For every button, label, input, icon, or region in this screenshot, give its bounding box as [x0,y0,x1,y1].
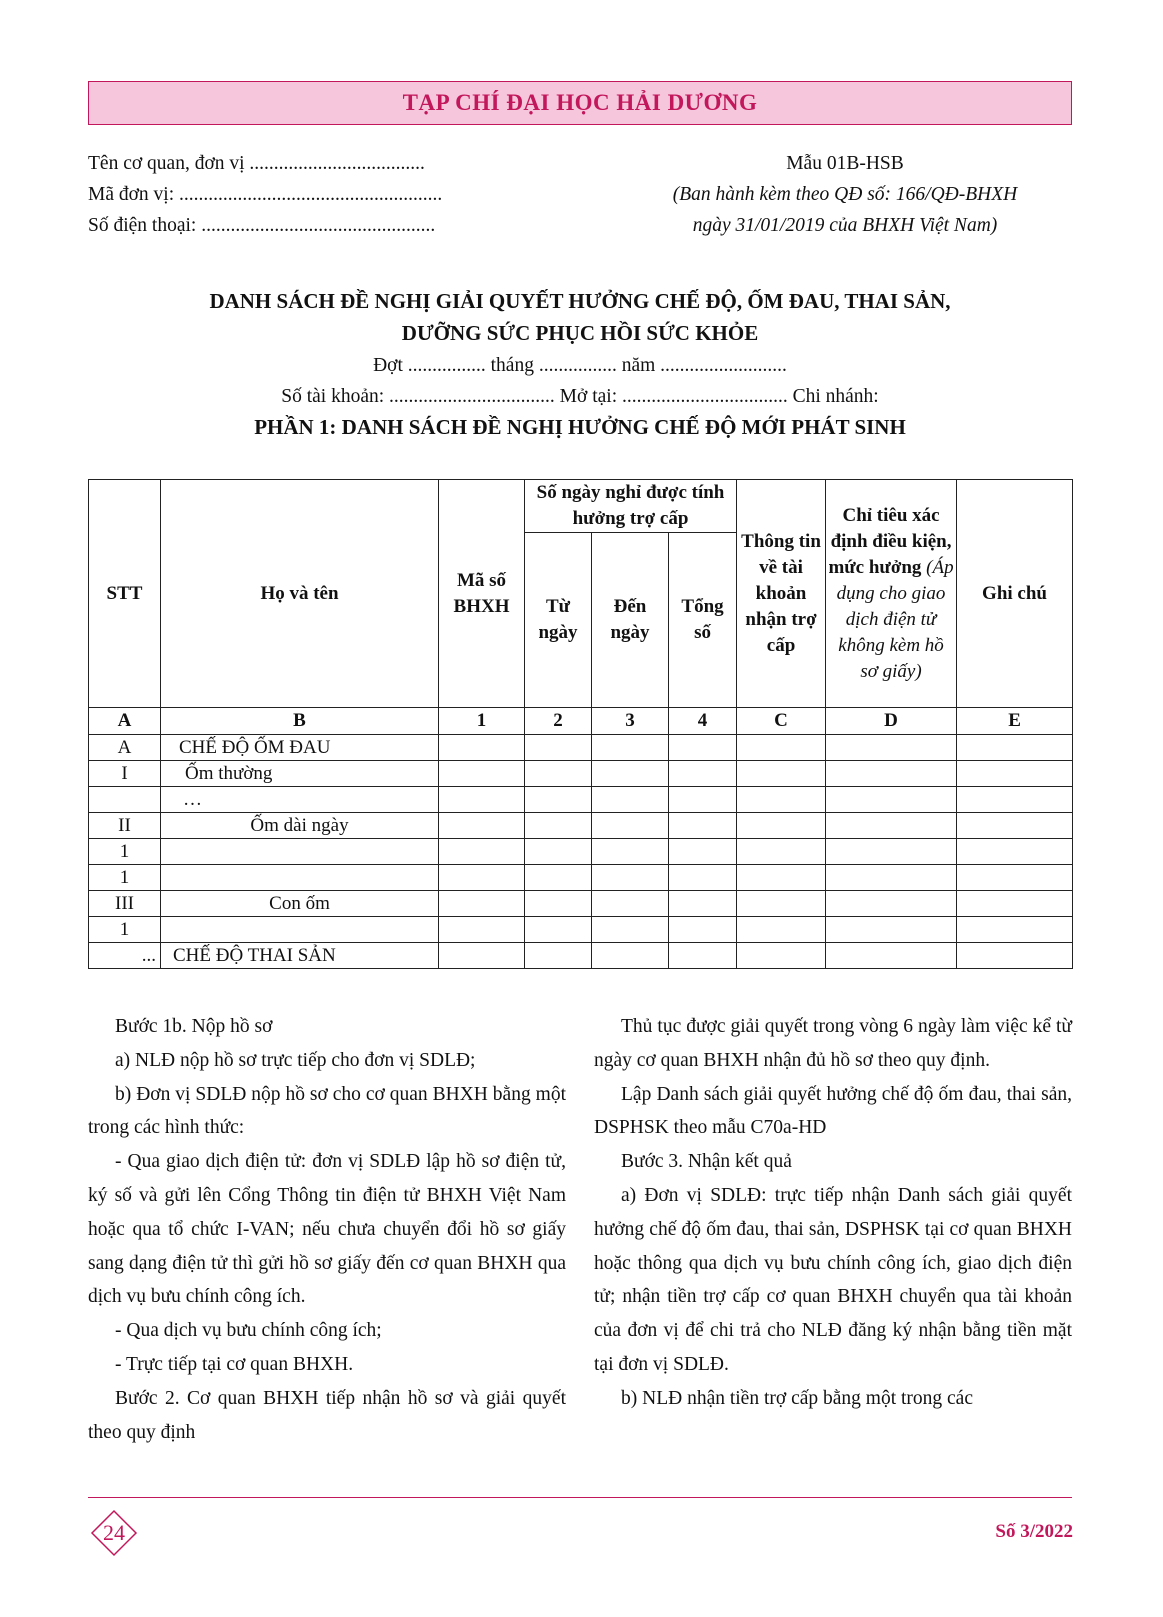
paragraph: Bước 1b. Nộp hồ sơ [115,1016,273,1037]
page-number: 24 [103,1520,125,1545]
column-code: 2 [525,708,592,735]
issued-line-2: ngày 31/01/2019 của BHXH Việt Nam) [692,215,998,236]
paragraph: Bước 3. Nhận kết quả [621,1151,792,1173]
row-stt [89,787,161,813]
row-name: Ốm thường [161,761,439,787]
row-name: … [161,787,439,813]
phone-line: Số điện thoại: ................................................ [88,215,436,236]
row-stt: A [89,735,161,761]
paragraph: - Qua dịch vụ bưu chính công ích; [115,1320,382,1342]
body-column-right [594,1010,1072,1416]
header-total: Tổng số [669,533,737,708]
row-stt: 1 [89,917,161,943]
row-stt: II [89,813,161,839]
header-account: Thông tin về tài khoản nhận trợ cấp [737,480,826,708]
row-stt: ... [89,943,161,969]
form-header-right [610,148,1080,241]
table-row [89,787,1073,813]
header-note: Ghi chú [957,480,1073,708]
row-name: CHẾ ĐỘ ỐM ĐAU [161,735,439,761]
form-header-left [88,148,442,241]
column-code: A [89,708,161,735]
page-number-badge [90,1509,138,1557]
footer-rule [88,1497,1072,1498]
form-title-line-1: DANH SÁCH ĐỀ NGHỊ GIẢI QUYẾT HƯỞNG CHẾ ĐỘ, ỐM ĐAU, THAI SẢN, [209,289,951,313]
table-row [89,865,1073,891]
paragraph: a) NLĐ nộp hồ sơ trực tiếp cho đơn vị SDLĐ; [115,1049,476,1071]
form-code: Mẫu 01B-HSB [786,153,904,174]
paragraph: Thủ tục được giải quyết trong vòng 6 ngày làm việc kể từ ngày cơ quan BHXH nhận đủ hồ sơ theo quy định. [594,1016,1072,1071]
paragraph: a) Đơn vị SDLĐ: trực tiếp nhận Danh sách giải quyết hưởng chế độ ốm đau, thai sản, DSPHSK tại cơ quan BHXH hoặc thông qua dịch vụ bưu chính công ích, giao dịch điện tử; nhận tiền trợ cấp cơ quan BHXH chuyển qua tài khoản của đơn vị để chi trả cho NLĐ đăng ký nhận bằng tiền mặt tại đơn vị SDLĐ. [594,1184,1072,1375]
issued-line-1: (Ban hành kèm theo QĐ số: 166/QĐ-BHXH [672,184,1018,205]
row-stt: 1 [89,865,161,891]
issue-number: Số 3/2022 [995,1521,1073,1542]
row-stt: III [89,891,161,917]
paragraph: - Qua giao dịch điện tử: đơn vị SDLĐ lập hồ sơ điện tử, ký số và gửi lên Cổng Thông tin điện tử BHXH Việt Nam hoặc qua tổ chức I-VAN; nếu chưa chuyển đổi hồ sơ giấy sang dạng điện tử thì gửi hồ sơ giấy đến cơ quan BHXH qua dịch vụ bưu chính công ích. [88,1151,566,1308]
paragraph: Lập Danh sách giải quyết hưởng chế độ ốm đau, thai sản, DSPHSK theo mẫu C70a-HD [594,1083,1072,1139]
column-code: D [826,708,957,735]
table-row [89,839,1073,865]
table-row [89,735,1073,761]
column-code: 1 [439,708,525,735]
paragraph: b) Đơn vị SDLĐ nộp hồ sơ cho cơ quan BHXH bằng một trong các hình thức: [88,1083,566,1139]
paragraph: b) NLĐ nhận tiền trợ cấp bằng một trong các [621,1387,973,1409]
header-criteria [826,480,957,708]
part1-title: PHẦN 1: DANH SÁCH ĐỀ NGHỊ HƯỞNG CHẾ ĐỘ MỚI PHÁT SINH [254,415,906,439]
table-row [89,891,1073,917]
header-criteria-title: Chỉ tiêu xác định điều kiện, mức hưởng [828,504,952,578]
table-row [89,761,1073,787]
body-column-left [88,1010,566,1449]
row-name [161,839,439,865]
header-days: Số ngày nghỉ được tính hưởng trợ cấp [525,480,737,533]
row-name: CHẾ ĐỘ THAI SẢN [161,943,439,969]
column-code: C [737,708,826,735]
form-title-line-2: DƯỠNG SỨC PHỤC HỒI SỨC KHỎE [401,321,759,345]
header-from-date: Từ ngày [525,533,592,708]
header-criteria-note: (Áp dụng cho giao dịch điện tử không kèm hồ sơ giấy) [836,556,954,682]
paragraph: Bước 2. Cơ quan BHXH tiếp nhận hồ sơ và giải quyết theo quy định [88,1387,566,1443]
table-row [89,943,1073,969]
column-code-row [89,708,1073,735]
period-line: Đợt ................ tháng ................ năm .......................... [373,355,787,376]
column-code: B [161,708,439,735]
table-row [89,813,1073,839]
row-stt: 1 [89,839,161,865]
header-to-date: Đến ngày [592,533,669,708]
header-bhxh-code: Mã số BHXH [439,480,525,708]
column-code: 3 [592,708,669,735]
row-stt: I [89,761,161,787]
org-name-line: Tên cơ quan, đơn vị .................................... [88,153,425,174]
header-name: Họ và tên [161,480,439,708]
paragraph: - Trực tiếp tại cơ quan BHXH. [115,1353,354,1375]
column-code: 4 [669,708,737,735]
row-name [161,917,439,943]
claim-table [88,479,1073,969]
row-name [161,865,439,891]
unit-code-line: Mã đơn vị: ...................................................... [88,184,443,205]
column-code: E [957,708,1073,735]
header-stt: STT [89,480,161,708]
journal-banner [88,81,1072,125]
account-line: Số tài khoản: .................................. Mở tại: .................................. Chi nhánh: [281,386,879,407]
row-name: Ốm dài ngày [161,813,439,839]
row-name: Con ốm [161,891,439,917]
table-row [89,917,1073,943]
journal-title: TẠP CHÍ ĐẠI HỌC HẢI DƯƠNG [402,90,758,115]
